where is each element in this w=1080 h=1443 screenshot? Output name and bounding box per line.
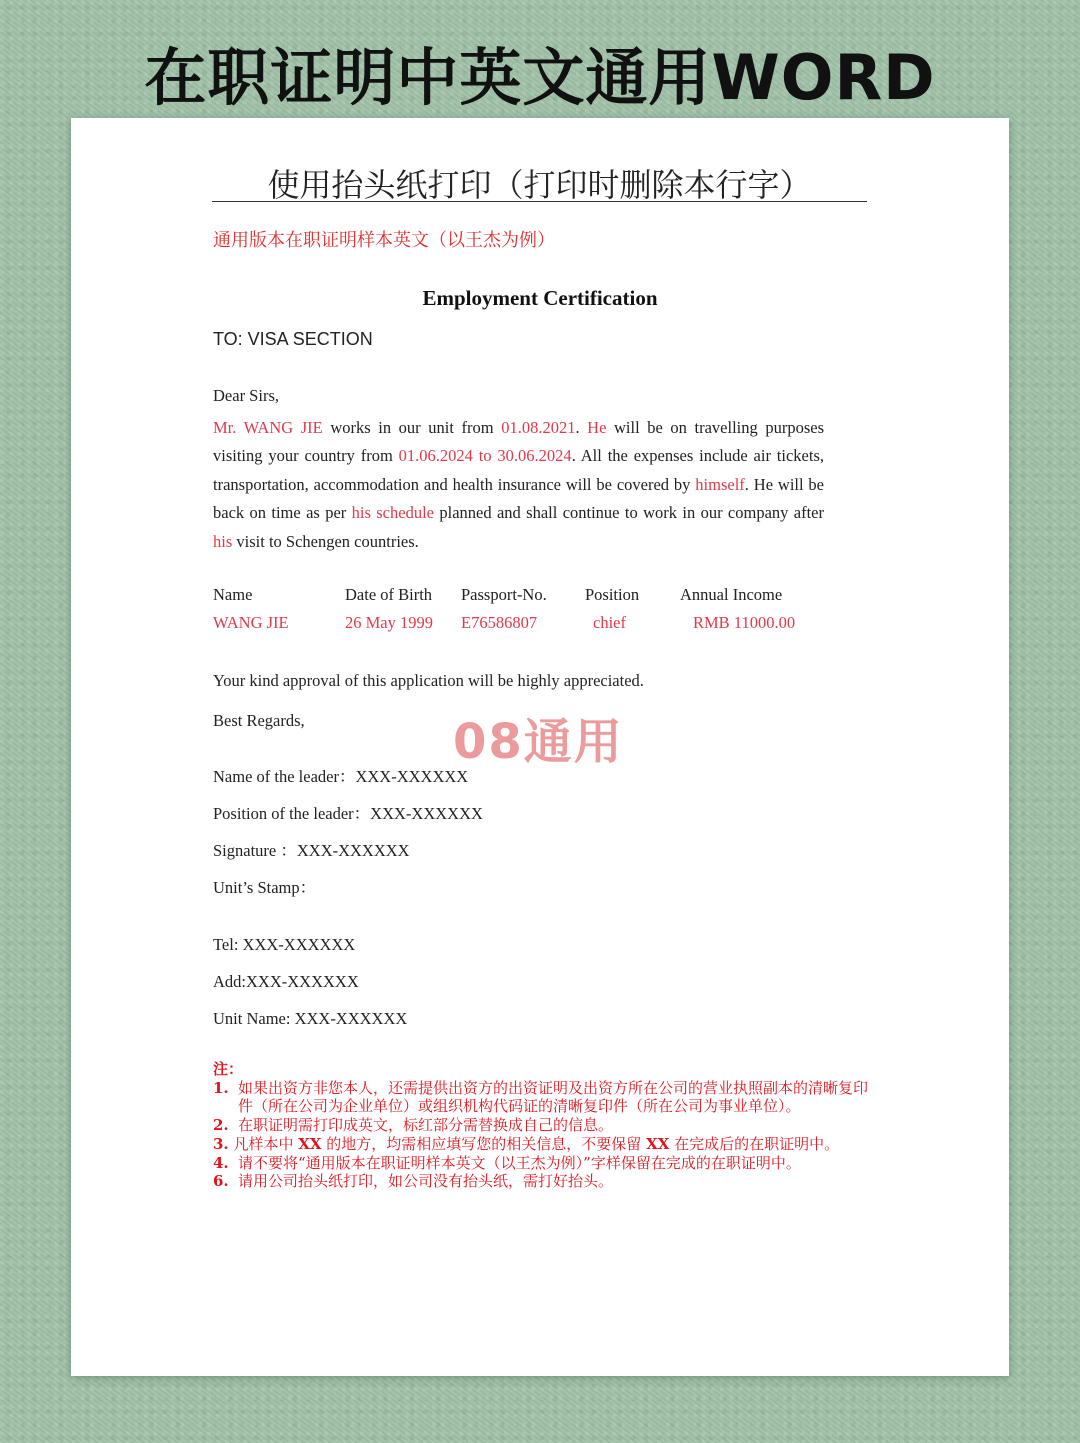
body-text: visit to Schengen countries.	[232, 531, 419, 551]
sample-note: 通用版本在职证明样本英文（以王杰为例）	[213, 230, 555, 251]
note-text: 请不要将“通用版本在职证明样本英文（以王杰为例）”字样保留在完成的在职证明中。	[238, 1153, 801, 1172]
body-text: . All the expenses include air tickets, transportation, accommodation and health insurance will be covered by	[213, 446, 824, 494]
table-header-position: Position	[585, 585, 640, 604]
table-header-name: Name	[213, 585, 253, 604]
table-header-dob: Date of Birth	[345, 585, 433, 604]
body-text: will be on travelling purposes visiting your country from	[213, 418, 824, 466]
employee-name: Mr. WANG JIE	[213, 418, 323, 437]
note-number: 6.	[213, 1172, 229, 1191]
note-item	[213, 1172, 873, 1191]
body-text: .	[575, 418, 588, 437]
table-value-dob: 26 May 1999	[345, 613, 433, 632]
table-header-passport: Passport-No.	[461, 585, 547, 604]
note-number: 4.	[213, 1153, 229, 1172]
unit-stamp-line: Unit’s Stamp：	[213, 878, 317, 897]
note-text: 在完成后的在职证明中。	[669, 1134, 840, 1153]
table-value-income: RMB 11000.00	[693, 613, 796, 632]
note-text: 在职证明需打印成英文，标红部分需替换成自己的信息。	[238, 1116, 614, 1135]
note-number: 3.	[213, 1134, 229, 1153]
note-text: XX	[646, 1134, 670, 1153]
note-text: 如果出资方非您本人，还需提供出资方的出资证明及出资方所在公司的营业执照副本的清晰复印件（所在公司为企业单位）或组织机构代码证的清晰复印件（所在公司为事业单位）。	[238, 1078, 869, 1116]
note-item	[213, 1116, 873, 1135]
leader-name-line: Name of the leader：XXX-XXXXXX	[213, 767, 469, 786]
body-text: . He will be back on time as per	[213, 474, 825, 523]
body-text: planned and shall continue to work in our company after	[434, 503, 824, 523]
banner-title: 在职证明中英文通用WORD	[144, 41, 936, 114]
table-value-passport: E76586807	[461, 613, 538, 632]
table-value-name: WANG JIE	[213, 613, 289, 632]
note-text: 请用公司抬头纸打印，如公司没有抬头纸，需打好抬头。	[238, 1172, 614, 1191]
note-number: 1.	[213, 1078, 229, 1097]
regards-line: Best Regards,	[213, 711, 305, 730]
travel-dates: 01.06.2024 to 30.06.2024	[398, 446, 572, 466]
recipient-line: TO: VISA SECTION	[213, 329, 373, 349]
salutation: Dear Sirs,	[213, 386, 279, 405]
note-text: XX	[298, 1134, 322, 1153]
document-page	[71, 118, 1009, 1376]
note-text: 凡样本中	[233, 1134, 299, 1153]
note-item	[213, 1135, 873, 1154]
watermark-stamp: 08通用	[453, 714, 624, 770]
table-value-position: chief	[593, 613, 626, 632]
note-item	[213, 1079, 873, 1116]
approval-line: Your kind approval of this application will be highly appreciated.	[213, 671, 644, 690]
unit-name-line: Unit Name: XXX-XXXXXX	[213, 1009, 408, 1028]
leader-position-line: Position of the leader：XXX-XXXXXX	[213, 804, 483, 823]
note-text: 的地方，均需相应填写您的相关信息，不要保留	[321, 1134, 647, 1153]
note-number: 2.	[213, 1116, 229, 1135]
table-header-income: Annual Income	[680, 585, 783, 604]
pronoun-his-schedule: his schedule	[351, 503, 434, 523]
signature-line: Signature ：XXX-XXXXXX	[213, 841, 410, 860]
pronoun-he: He	[587, 418, 607, 437]
document-title: Employment Certification	[422, 286, 658, 310]
body-paragraph	[213, 414, 824, 556]
notes-section	[213, 1060, 873, 1191]
address-line: Add:XXX-XXXXXX	[213, 972, 359, 991]
start-date: 01.08.2021	[501, 418, 576, 437]
pronoun-himself: himself	[695, 474, 745, 494]
body-text: works in our unit from	[322, 418, 502, 437]
pronoun-his: his	[213, 531, 233, 551]
notes-heading: 注：	[213, 1060, 244, 1078]
letterhead-note: 使用抬头纸打印（打印时删除本行字）	[212, 169, 867, 202]
note-item	[213, 1154, 873, 1173]
tel-line: Tel: XXX-XXXXXX	[213, 935, 356, 954]
